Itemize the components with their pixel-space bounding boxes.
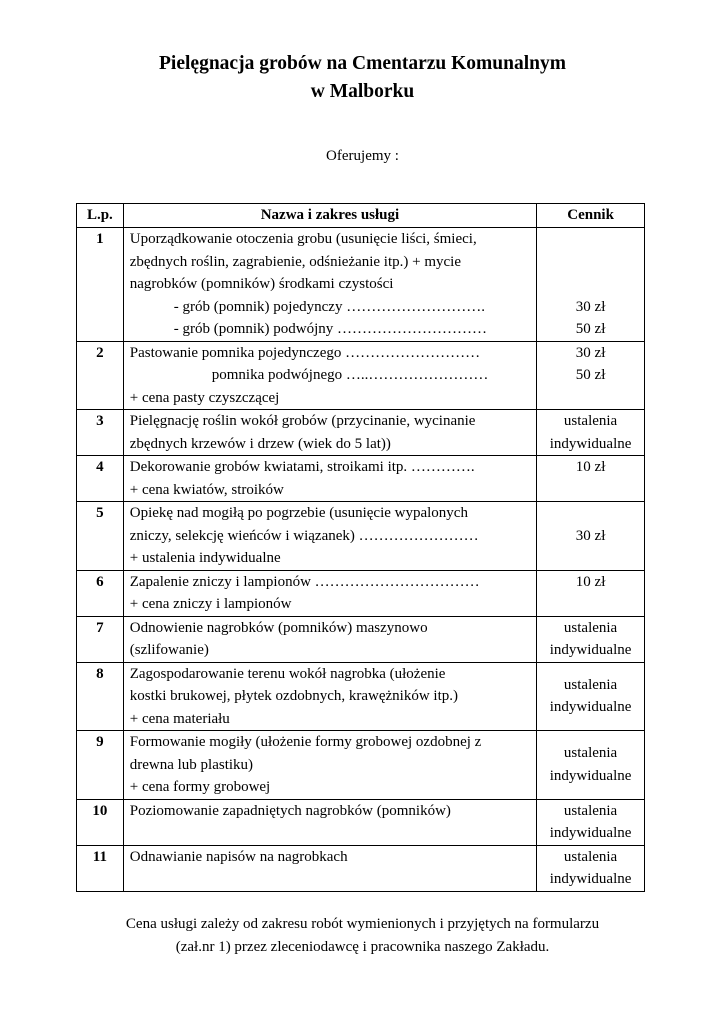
services-price-table [76,203,645,892]
table-row [77,570,645,616]
service-price [537,341,645,410]
table-row [77,341,645,410]
table-header-row [77,204,645,228]
price-value: indywidualne [549,699,632,716]
description-line: drewna lub plastiku) [129,756,254,773]
row-number: 11 [77,845,124,891]
table-row [77,662,645,731]
table-row [77,228,645,342]
service-price [537,228,645,342]
table-row [77,799,645,845]
description-line: - grób (pomnik) pojedynczy ………………………. [173,298,485,315]
price-value: ustalenia [563,619,618,636]
description-line: Uporządkowanie otoczenia grobu (usunięcie liści, śmieci, [129,231,477,247]
row-number: 9 [77,731,124,800]
service-description [123,456,536,502]
table-row [77,456,645,502]
description-line: + cena formy grobowej [129,779,271,795]
service-description [123,731,536,800]
price-value: 10 zł [575,459,606,475]
table-row [77,845,645,891]
price-value: indywidualne [549,871,632,887]
price-value: 30 zł [575,527,606,544]
service-price [537,799,645,845]
row-number: 7 [77,616,124,662]
price-value: ustalenia [563,848,618,865]
service-description [123,845,536,891]
description-line: + cena pasty czyszczącej [129,389,280,406]
table-row [77,502,645,571]
description-line: + ustalenia indywidualne [129,550,281,566]
row-number: 10 [77,799,124,845]
table-row [77,616,645,662]
description-line: pomnika podwójnego …..…………………… [211,367,489,383]
row-number: 1 [77,228,124,342]
description-line: + cena materiału [129,710,230,727]
header-name: Nazwa i zakres usługi [123,204,536,228]
footer-note [0,913,725,959]
service-price [537,616,645,662]
description-line: (szlifowanie) [129,642,209,658]
description-line: kostki brukowej, płytek ozdobnych, krawężników itp.) [129,688,458,704]
service-price [537,570,645,616]
price-value: indywidualne [549,767,632,784]
price-value: indywidualne [549,435,632,452]
description-line: Odnawianie napisów na nagrobkach [129,848,348,865]
price-value: 10 zł [575,573,606,590]
table-row [77,731,645,800]
service-description [123,570,536,616]
price-value: 30 zł [575,298,606,315]
service-price [537,410,645,456]
service-price [537,731,645,800]
intro-text: Oferujemy : [326,148,399,164]
header-price: Cennik [537,204,645,228]
footer-line-1: Cena usługi zależy od zakresu robót wymienionych i przyjętych na formularzu [125,916,600,932]
service-description [123,662,536,731]
description-line: zbędnych roślin, zagrabienie, odśnieżanie itp.) + mycie [129,253,461,270]
description-line: Pastowanie pomnika pojedynczego ……………………… [129,344,481,361]
service-description [123,228,536,342]
price-value: 50 zł [575,321,606,337]
title-line-1: Pielęgnacja grobów na Cmentarzu Komunalnym [159,53,566,74]
price-value: indywidualne [549,825,632,841]
row-number: 2 [77,341,124,410]
description-line: + cena zniczy i lampionów [129,596,292,612]
price-value: ustalenia [563,413,618,429]
title-line-2: w Malborku [310,81,415,102]
description-line: Zapalenie zniczy i lampionów …………………………… [129,573,480,590]
row-number: 3 [77,410,124,456]
row-number: 8 [77,662,124,731]
price-value: 30 zł [575,344,606,361]
row-number: 4 [77,456,124,502]
service-description [123,502,536,571]
service-price [537,662,645,731]
description-line: nagrobków (pomników) środkami czystości [129,276,394,292]
service-description [123,410,536,456]
price-value: 50 zł [575,367,606,383]
price-value: ustalenia [563,745,618,762]
description-line: Opiekę nad mogiłą po pogrzebie (usunięcie wypalonych [129,505,468,521]
header-lp: L.p. [77,204,124,228]
service-description [123,799,536,845]
price-value: ustalenia [563,802,618,819]
description-line: Formowanie mogiły (ułożenie formy grobowej ozdobnej z [129,734,482,750]
description-line: zniczy, selekcję wieńców i wiązanek) …………………… [129,527,479,544]
description-line: Odnowienie nagrobków (pomników) maszynowo [129,619,428,636]
row-number: 6 [77,570,124,616]
description-line: Poziomowanie zapadniętych nagrobków (pomników) [129,802,451,819]
service-description [123,616,536,662]
description-line: zbędnych krzewów i drzew (wiek do 5 lat)) [129,435,391,452]
document-title [0,50,725,106]
description-line: Dekorowanie grobów kwiatami, stroikami itp. …………. [129,459,475,475]
description-line: - grób (pomnik) podwójny ………………………… [173,321,488,337]
table-row [77,410,645,456]
service-price [537,845,645,891]
row-number: 5 [77,502,124,571]
footer-line-2: (zał.nr 1) przez zleceniodawcę i pracownika naszego Zakładu. [175,939,550,955]
description-line: Zagospodarowanie terenu wokół nagrobka (ułożenie [129,665,446,682]
description-line: + cena kwiatów, stroików [129,481,284,498]
price-value: ustalenia [563,676,618,693]
service-price [537,456,645,502]
description-line: Pielęgnację roślin wokół grobów (przycinanie, wycinanie [129,413,476,429]
price-value: indywidualne [549,642,632,658]
service-price [537,502,645,571]
service-description [123,341,536,410]
